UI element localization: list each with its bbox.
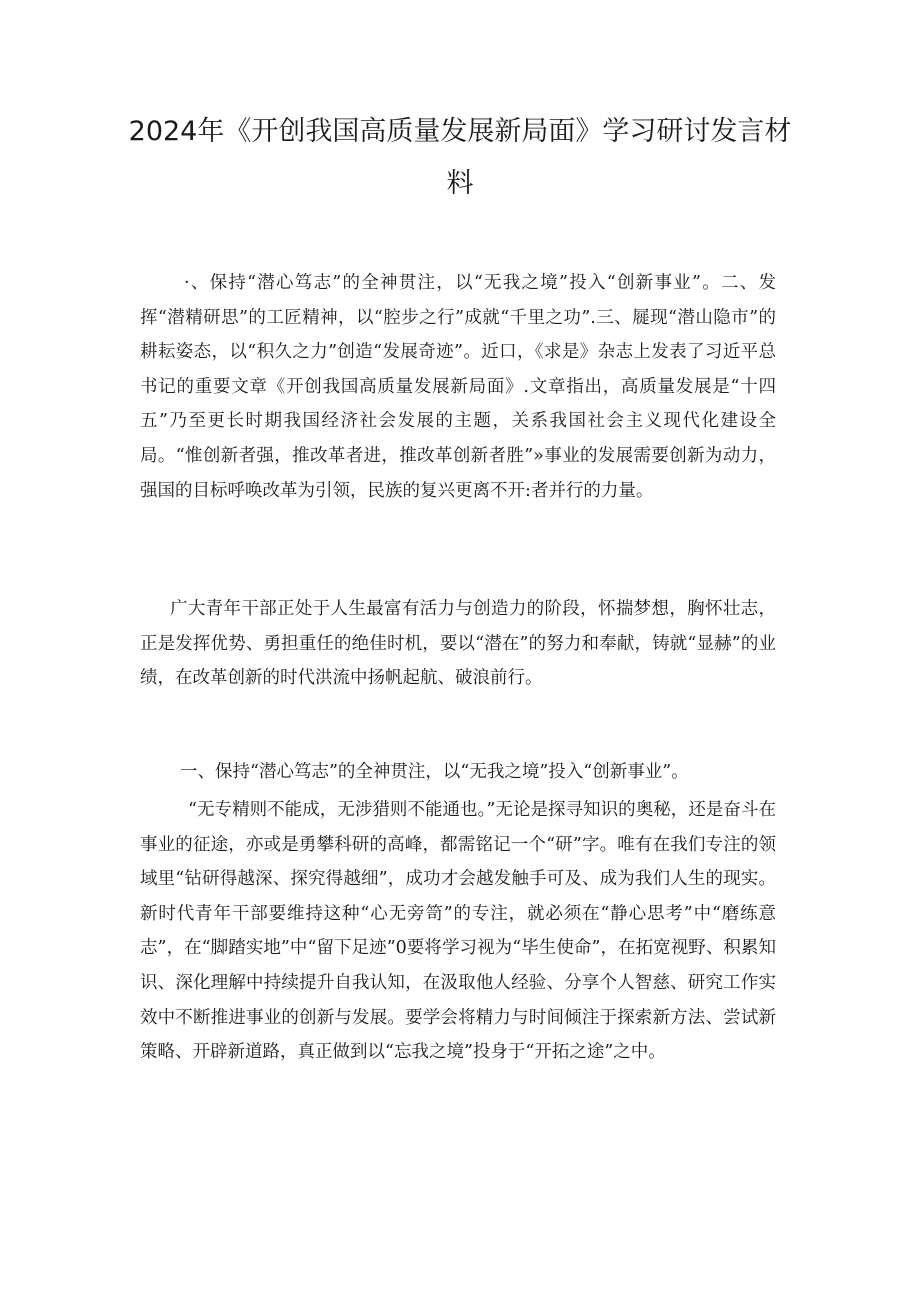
intro-paragraph: ·、保持“潜心笃志”的全神贯注，以“无我之境”投入“创新事业”。二、发挥“潜精研思”的工匠精神，以“腔步之行”成就“千里之功”.三、屣现“潜山隐市”的耕耘姿态，以“积久之力”创造“发展奇迹”。近口，《求是》杂志上发表了习近平总书记的重要文章《开创我国高质量发展新局面》.文章指出，高质量发展是“十四五”乃至更长时期我国经济社会发展的主题，关系我国社会主义现代化建设全局。“惟创新者强，推改革者进，推改革创新者胜”»事业的发展需要创新为动力，强国的目标呼唤改革为引领，民族的复兴更离不开:者并行的力量。 xyxy=(140,273,776,501)
youth-cadre-paragraph: 广大青年干部正处于人生最富有活力与创造力的阶段，怀揣梦想，胸怀壮志，正是发挥优势、勇担重任的绝佳时机，要以“潜在”的努力和奉献，铸就“显赫”的业绩，在改革创新的时代洪流中扬帆起航、破浪前行。 xyxy=(140,599,776,689)
section-heading-1: 一、保持“潜心笃志”的全神贯注，以“无我之境”投入“创新事业”。 xyxy=(180,762,689,782)
document-title: 2024年《开创我国高质量发展新局面》学习研讨发言材料 xyxy=(128,116,792,199)
section-1-paragraph: “无专精则不能成，无涉猎则不能通也。”无论是探寻知识的奥秘，还是奋斗在事业的征途，亦或是勇攀科研的高峰，都需铭记一个“研”字。唯有在我们专注的领域里“钻研得越深、探究得越细”，成功才会越发触手可及、成为我们人生的现实。新时代青年干部要维持这种“心无旁笥”的专注，就必须在“静心思考”中“磨练意志”，在“脚踏实地”中“留下足迹”0要将学习视为“毕生使命”，在拓宽视野、积累知识、深化理解中持续提升自我认知，在汲取他人经验、分享个人智慈、研究工作实效中不断推进事业的创新与发展。要学会将精力与时间倾注于探索新方法、尝试新策略、开辟新道路，真正做到以“忘我之境”投身于“开拓之途”之中。 xyxy=(140,800,776,1063)
